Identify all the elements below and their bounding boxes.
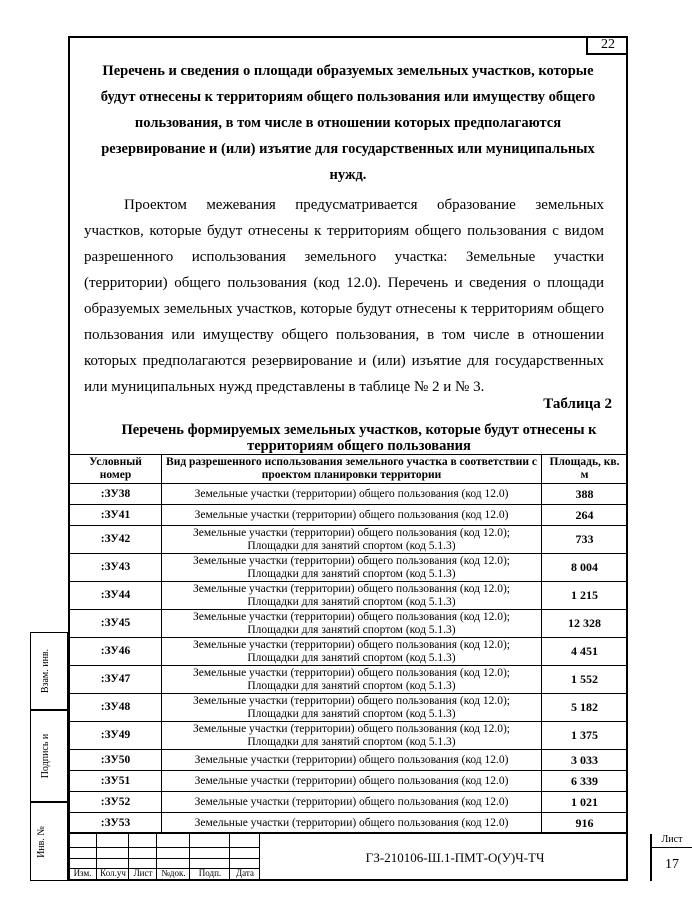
permitted-use xyxy=(162,792,542,813)
stamp-label-change: Изм. xyxy=(73,868,92,878)
parcel-code: :ЗУ47 xyxy=(70,666,162,694)
permitted-use-line: Земельные участки (территории) общего пользования (код 12.0) xyxy=(194,508,509,521)
permitted-use-line: Земельные участки (территории) общего пользования (код 12.0); xyxy=(192,554,511,567)
section-heading: Перечень и сведения о площади образуемых земельных участков, которые будут отнесены к территориям общего пользования или имуществу общего пользования, в том числе в отношении которых предполагаются резервирование и (или) изъятие для государственных или муниципальных нужд. xyxy=(100,63,596,183)
permitted-use-line: Земельные участки (территории) общего пользования (код 12.0); xyxy=(192,526,511,539)
header-area: Площадь, кв. м xyxy=(542,455,628,484)
table-label: Таблица 2 xyxy=(543,396,612,412)
permitted-use-line: Земельные участки (территории) общего пользования (код 12.0) xyxy=(194,753,509,766)
table-row xyxy=(70,750,628,771)
permitted-use-line: Площадки для занятий спортом (код 5.1.3) xyxy=(247,679,456,692)
parcel-code: :ЗУ44 xyxy=(70,582,162,610)
table-row xyxy=(70,694,628,722)
permitted-use-line: Площадки для занятий спортом (код 5.1.3) xyxy=(247,539,456,552)
permitted-use-line: Площадки для занятий спортом (код 5.1.3) xyxy=(247,707,456,720)
title-block xyxy=(68,832,683,881)
permitted-use-line: Земельные участки (территории) общего пользования (код 12.0); xyxy=(192,582,511,595)
parcel-area: 916 xyxy=(542,813,628,834)
table-row xyxy=(70,638,628,666)
table-row xyxy=(70,554,628,582)
permitted-use-line: Земельные участки (территории) общего пользования (код 12.0) xyxy=(194,795,509,808)
permitted-use-line: Земельные участки (территории) общего пользования (код 12.0); xyxy=(192,694,511,707)
stamp-label-count: Кол.уч xyxy=(100,868,126,878)
permitted-use-line: Площадки для занятий спортом (код 5.1.3) xyxy=(247,567,456,580)
permitted-use-line: Земельные участки (территории) общего пользования (код 12.0) xyxy=(194,487,509,500)
parcel-area: 1 021 xyxy=(542,792,628,813)
parcel-code: :ЗУ52 xyxy=(70,792,162,813)
permitted-use xyxy=(162,484,542,505)
parcel-area: 3 033 xyxy=(542,750,628,771)
parcel-code: :ЗУ48 xyxy=(70,694,162,722)
table-title: Перечень формируемых земельных участков, которые будут отнесены к территориям общего пользования xyxy=(121,422,597,454)
page-number: 22 xyxy=(586,36,628,55)
permitted-use-line: Площадки для занятий спортом (код 5.1.3) xyxy=(247,623,456,636)
table-row xyxy=(70,666,628,694)
parcel-code: :ЗУ50 xyxy=(70,750,162,771)
parcel-area: 1 215 xyxy=(542,582,628,610)
permitted-use xyxy=(162,526,542,554)
parcel-code: :ЗУ41 xyxy=(70,505,162,526)
parcel-area: 4 451 xyxy=(542,638,628,666)
parcel-code: :ЗУ46 xyxy=(70,638,162,666)
sheet-label: Лист xyxy=(652,834,692,848)
stamp-label-sheet: Лист xyxy=(133,868,153,878)
table-row xyxy=(70,771,628,792)
parcel-area: 5 182 xyxy=(542,694,628,722)
parcel-area: 6 339 xyxy=(542,771,628,792)
permitted-use-line: Земельные участки (территории) общего пользования (код 12.0); xyxy=(192,610,511,623)
body-paragraph: Проектом межевания предусматривается образование земельных участков, которые будут отнесены к территориям общего пользования с видом разрешенного использования земельного участка: Земельные участки (территории) общего пользования (код 12.0). Перечень и сведения о площади образуемых земельных участков, которые будут отнесены к территориям общего пользования или имуществу общего пользования, в том числе в отношении которых предполагаются резервирование и (или) изъятие для государственных или муниципальных нужд представлены в таблице № 2 и № 3. xyxy=(84,197,604,395)
parcel-area: 264 xyxy=(542,505,628,526)
stamp-label-docnum: №док. xyxy=(161,868,186,878)
table-row xyxy=(70,484,628,505)
parcel-code: :ЗУ38 xyxy=(70,484,162,505)
permitted-use-line: Земельные участки (территории) общего пользования (код 12.0); xyxy=(192,638,511,651)
table-row xyxy=(70,526,628,554)
permitted-use xyxy=(162,610,542,638)
header-code: Условный номер xyxy=(70,455,162,484)
table-row xyxy=(70,505,628,526)
document-code: ГЗ-210106-Ш.1-ПМТ-О(У)Ч-ТЧ xyxy=(260,834,652,881)
side-label-signature: Подпись и xyxy=(39,733,51,779)
parcels-table xyxy=(69,454,628,834)
table-row xyxy=(70,792,628,813)
permitted-use-line: Площадки для занятий спортом (код 5.1.3) xyxy=(247,735,456,748)
permitted-use xyxy=(162,771,542,792)
permitted-use-line: Земельные участки (территории) общего пользования (код 12.0) xyxy=(194,774,509,787)
parcel-area: 733 xyxy=(542,526,628,554)
table-row xyxy=(70,722,628,750)
parcel-code: :ЗУ42 xyxy=(70,526,162,554)
parcel-area: 1 375 xyxy=(542,722,628,750)
parcel-code: :ЗУ51 xyxy=(70,771,162,792)
permitted-use xyxy=(162,694,542,722)
table-row xyxy=(70,813,628,834)
stamp-label-signature: Подп. xyxy=(198,868,222,878)
parcel-code: :ЗУ53 xyxy=(70,813,162,834)
table-row xyxy=(70,582,628,610)
permitted-use xyxy=(162,638,542,666)
permitted-use-line: Земельные участки (территории) общего пользования (код 12.0); xyxy=(192,666,511,679)
parcel-code: :ЗУ43 xyxy=(70,554,162,582)
side-label-replacement: Взам. инв. xyxy=(39,648,51,694)
permitted-use-line: Земельные участки (территории) общего пользования (код 12.0) xyxy=(194,816,509,829)
side-label-inventory: Инв. № xyxy=(36,825,48,858)
permitted-use-line: Площадки для занятий спортом (код 5.1.3) xyxy=(247,651,456,664)
stamp-label-date: Дата xyxy=(236,868,254,878)
permitted-use xyxy=(162,554,542,582)
permitted-use-line: Земельные участки (территории) общего пользования (код 12.0); xyxy=(192,722,511,735)
permitted-use xyxy=(162,722,542,750)
permitted-use xyxy=(162,666,542,694)
parcel-area: 8 004 xyxy=(542,554,628,582)
table-row xyxy=(70,610,628,638)
permitted-use xyxy=(162,582,542,610)
sheet-number: 17 xyxy=(665,857,679,872)
parcel-code: :ЗУ45 xyxy=(70,610,162,638)
permitted-use xyxy=(162,505,542,526)
parcel-area: 388 xyxy=(542,484,628,505)
table-header-row xyxy=(70,455,628,484)
permitted-use-line: Площадки для занятий спортом (код 5.1.3) xyxy=(247,595,456,608)
header-use: Вид разрешенного использования земельного участка в соответствии с проектом планировки территории xyxy=(162,455,542,484)
permitted-use xyxy=(162,750,542,771)
parcel-area: 1 552 xyxy=(542,666,628,694)
permitted-use xyxy=(162,813,542,834)
parcel-area: 12 328 xyxy=(542,610,628,638)
parcel-code: :ЗУ49 xyxy=(70,722,162,750)
